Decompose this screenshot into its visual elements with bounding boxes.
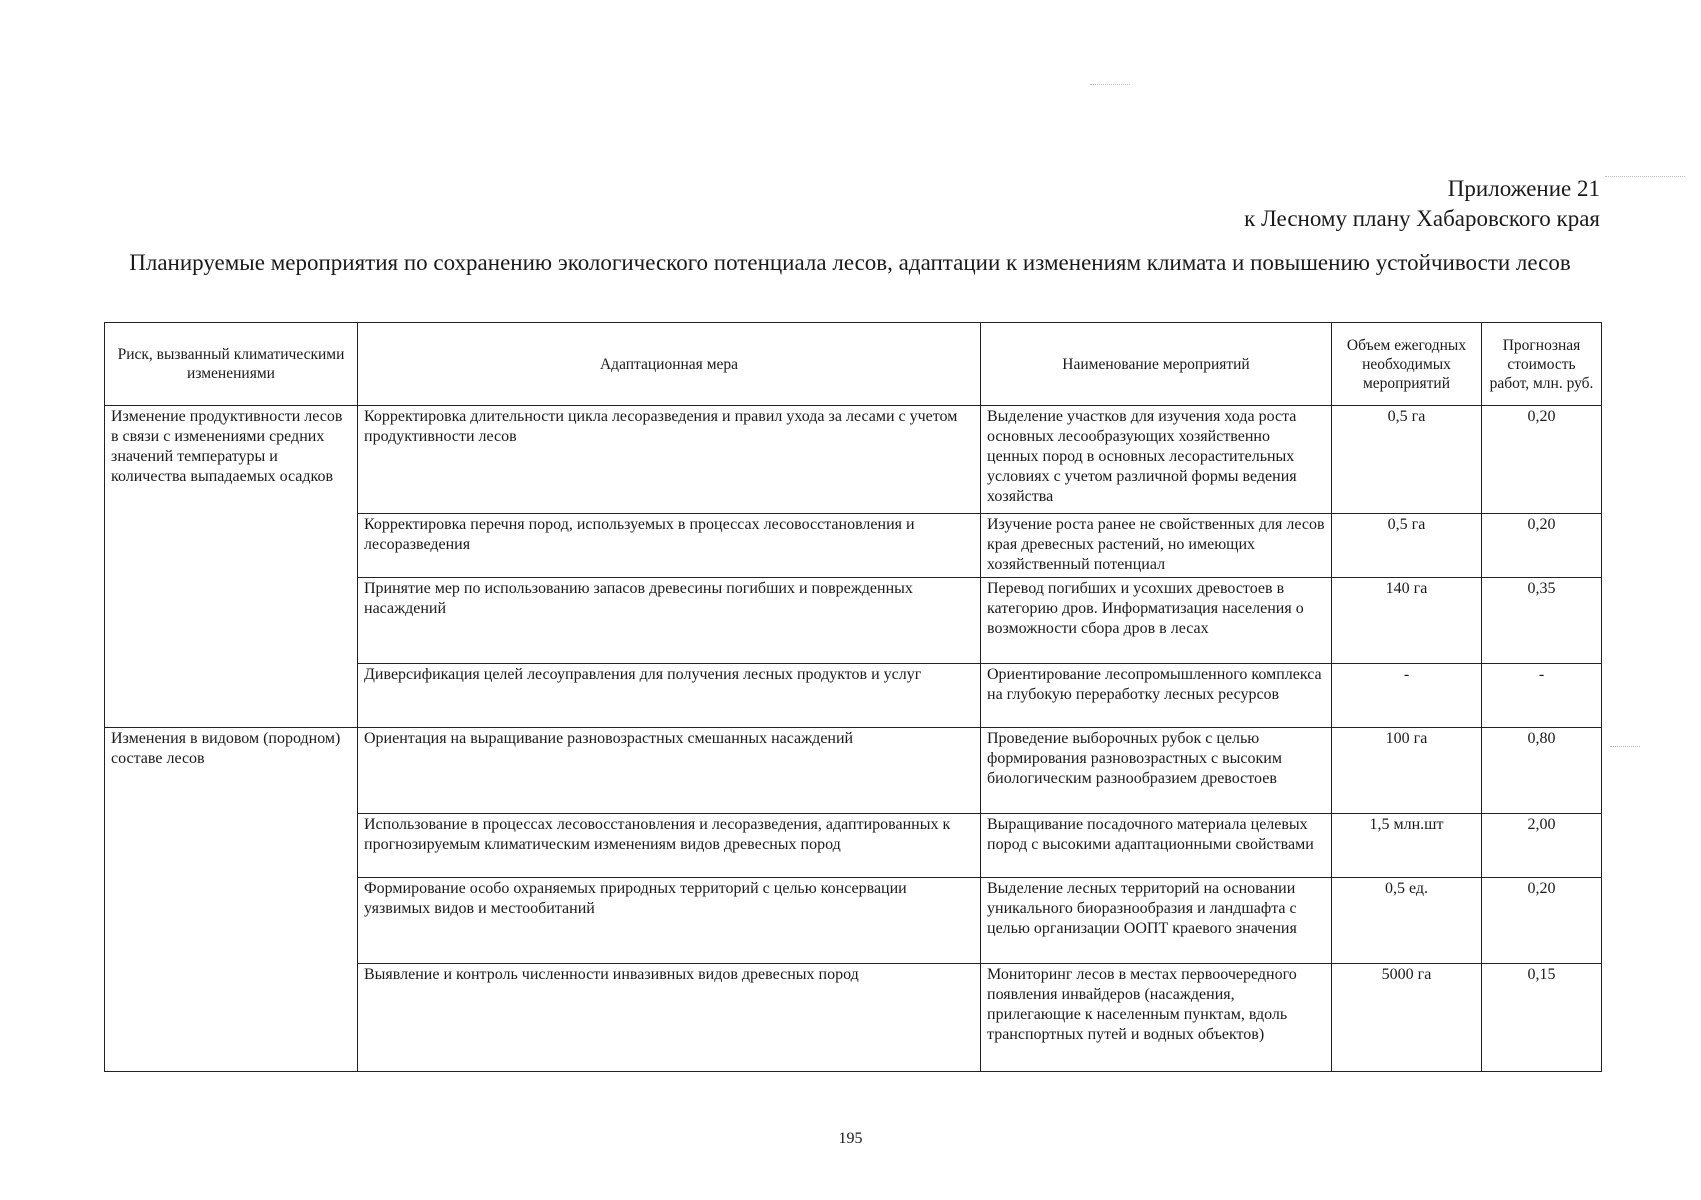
table-row	[105, 728, 1602, 814]
volume-cell: 100 га	[1332, 728, 1482, 814]
measure-cell: Принятие мер по использованию запасов древесины погибших и поврежденных насаждений	[358, 578, 981, 664]
page-number: 195	[838, 1130, 863, 1147]
activity-cell: Ориентирование лесопромышленного комплекса на глубокую переработку лесных ресурсов	[981, 664, 1332, 728]
appendix-reference: к Лесному плану Хабаровского края	[1244, 206, 1600, 231]
measure-cell: Формирование особо охраняемых природных территорий с целью консервации уязвимых видов и местообитаний	[358, 878, 981, 964]
scan-speck	[1090, 84, 1130, 85]
volume-cell: 5000 га	[1332, 964, 1482, 1072]
scan-speck	[1605, 176, 1685, 177]
cost-cell: -	[1482, 664, 1602, 728]
volume-cell: 140 га	[1332, 578, 1482, 664]
cost-cell: 0,20	[1482, 406, 1602, 514]
cost-cell: 0,20	[1482, 514, 1602, 578]
risk-cell: Изменения в видовом (породном) составе лесов	[105, 728, 358, 1072]
cost-cell: 0,35	[1482, 578, 1602, 664]
cost-cell: 0,20	[1482, 878, 1602, 964]
document-title: Планируемые мероприятия по сохранению экологического потенциала лесов, адаптации к изменениям климата и повышению устойчивости лесов	[129, 250, 1571, 275]
header-risk: Риск, вызванный климатическими изменениями	[105, 323, 358, 406]
measure-cell: Корректировка перечня пород, используемых в процессах лесовосстановления и лесоразведения	[358, 514, 981, 578]
header-volume: Объем ежегодных необходимых мероприятий	[1332, 323, 1482, 406]
activity-cell: Выращивание посадочного материала целевых пород с высокими адаптационными свойствами	[981, 814, 1332, 878]
measure-cell: Использование в процессах лесовосстановления и лесоразведения, адаптированных к прогнозируемым климатическим изменениям видов древесных пород	[358, 814, 981, 878]
activity-cell: Выделение участков для изучения хода роста основных лесообразующих хозяйственно ценных пород в основных лесорастительных условиях с учетом различной формы ведения хозяйства	[981, 406, 1332, 514]
header-activity: Наименование мероприятий	[981, 323, 1332, 406]
measure-cell: Ориентация на выращивание разновозрастных смешанных насаждений	[358, 728, 981, 814]
measure-cell: Корректировка длительности цикла лесоразведения и правил ухода за лесами с учетом продуктивности лесов	[358, 406, 981, 514]
activity-cell: Выделение лесных территорий на основании уникального биоразнообразия и ландшафта с целью организации ООПТ краевого значения	[981, 878, 1332, 964]
measures-table	[104, 322, 1602, 1072]
activity-cell: Перевод погибших и усохших древостоев в категорию дров. Информатизация населения о возможности сбора дров в лесах	[981, 578, 1332, 664]
volume-cell: -	[1332, 664, 1482, 728]
header-cost: Прогнозная стоимость работ, млн. руб.	[1482, 323, 1602, 406]
volume-cell: 0,5 ед.	[1332, 878, 1482, 964]
scan-speck	[1610, 746, 1640, 747]
volume-cell: 1,5 млн.шт	[1332, 814, 1482, 878]
appendix-header	[1244, 174, 1600, 234]
cost-cell: 2,00	[1482, 814, 1602, 878]
cost-cell: 0,80	[1482, 728, 1602, 814]
activity-cell: Проведение выборочных рубок с целью формирования разновозрастных с высоким биологическим разнообразием древостоев	[981, 728, 1332, 814]
volume-cell: 0,5 га	[1332, 514, 1482, 578]
activity-cell: Изучение роста ранее не свойственных для лесов края древесных растений, но имеющих хозяйственный потенциал	[981, 514, 1332, 578]
appendix-number: Приложение 21	[1447, 176, 1600, 201]
measure-cell: Выявление и контроль численности инвазивных видов древесных пород	[358, 964, 981, 1072]
risk-cell: Изменение продуктивности лесов в связи с изменениями средних значений температуры и количества выпадаемых осадков	[105, 406, 358, 728]
cost-cell: 0,15	[1482, 964, 1602, 1072]
volume-cell: 0,5 га	[1332, 406, 1482, 514]
activity-cell: Мониторинг лесов в местах первоочередного появления инвайдеров (насаждения, прилегающие к населенным пунктам, вдоль транспортных путей и водных объектов)	[981, 964, 1332, 1072]
table-row	[105, 406, 1602, 514]
table-header-row	[105, 323, 1602, 406]
measure-cell: Диверсификация целей лесоуправления для получения лесных продуктов и услуг	[358, 664, 981, 728]
header-measure: Адаптационная мера	[358, 323, 981, 406]
